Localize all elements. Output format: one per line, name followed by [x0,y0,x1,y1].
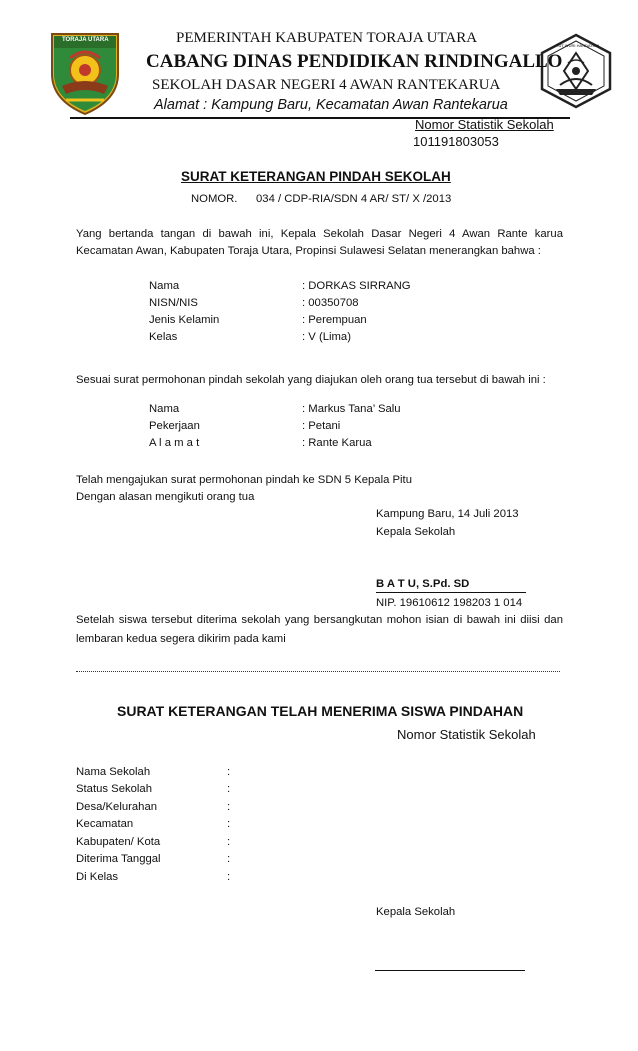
receipt-nss-label: Nomor Statistik Sekolah [397,727,536,742]
receipt-title: SURAT KETERANGAN TELAH MENERIMA SISWA PINDAHAN [117,703,524,719]
logo-left-text: TORAJA UTARA [62,37,109,43]
letter-title: SURAT KETERANGAN PINDAH SEKOLAH [181,169,451,184]
header-school: SEKOLAH DASAR NEGERI 4 AWAN RANTEKARUA [152,77,501,93]
field-label-village: Desa/Kelurahan [76,801,158,813]
letter-number-value: 034 / CDP-RIA/SDN 4 AR/ ST/ X /2013 [256,193,452,205]
closing-line-2: lembaran kedua segera dikirim pada kami [76,633,286,645]
nss-label: Nomor Statistik Sekolah [415,117,554,132]
student-label-nisn: NISN/NIS [149,297,198,309]
field-colon-school-name: : [227,766,231,778]
field-colon-district: : [227,818,231,830]
student-value-name: : DORKAS SIRRANG [302,280,411,292]
receipt-signer-position: Kepala Sekolah [376,906,456,918]
header-government: PEMERINTAH KABUPATEN TORAJA UTARA [176,30,478,46]
student-value-gender: : Perempuan [302,314,367,326]
parent-value-name: : Markus Tana’ Salu [302,403,401,415]
field-label-received-date: Diterima Tanggal [76,853,161,865]
parent-label-job: Pekerjaan [149,420,200,432]
logo-right-text: TUT WURI HANDAYANI [556,43,600,48]
field-colon-class: : [227,871,231,883]
signer-nip: NIP. 19610612 198203 1 014 [376,597,523,609]
field-label-regency: Kabupaten/ Kota [76,836,161,848]
student-label-gender: Jenis Kelamin [149,314,220,326]
header-agency: CABANG DINAS PENDIDIKAN RINDINGALLO [146,51,563,72]
field-label-class: Di Kelas [76,871,119,883]
parent-intro: Sesuai surat permohonan pindah sekolah yang diajukan oleh orang tua tersebut di bawah ini : [76,374,546,386]
intro-line-2: Kecamatan Awan, Kabupaten Toraja Utara, Propinsi Sulawesi Selatan menerangkan bahwa : [76,245,541,257]
request-line-1: Telah mengajukan surat permohonan pindah ke SDN 5 Kepala Pitu [76,474,412,486]
field-colon-regency: : [227,836,231,848]
signer-position: Kepala Sekolah [376,526,456,538]
field-colon-received-date: : [227,853,231,865]
parent-label-address: A l a m a t [149,437,200,449]
parent-label-name: Nama [149,403,180,415]
signer-name: B A T U, S.Pd. SD [376,578,470,590]
student-label-class: Kelas [149,331,178,343]
field-colon-village: : [227,801,231,813]
letter-number-label: NOMOR. [191,193,238,205]
place-date: Kampung Baru, 14 Juli 2013 [376,508,519,520]
intro-line-1: Yang bertanda tangan di bawah ini, Kepala Sekolah Dasar Negeri 4 Awan Rante karua [76,228,563,240]
student-value-nisn: : 00350708 [302,297,359,309]
parent-value-address: : Rante Karua [302,437,372,449]
receipt-signature-line [375,970,525,971]
nss-value: 101191803053 [413,134,499,149]
field-label-school-name: Nama Sekolah [76,766,151,778]
field-label-district: Kecamatan [76,818,134,830]
field-colon-school-status: : [227,783,231,795]
parent-value-job: : Petani [302,420,341,432]
cut-line [76,671,560,672]
student-value-class: : V (Lima) [302,331,351,343]
signer-underline [376,592,526,593]
field-label-school-status: Status Sekolah [76,783,152,795]
toraja-utara-logo [40,28,130,116]
request-line-2: Dengan alasan mengikuti orang tua [76,491,255,503]
closing-line-1: Setelah siswa tersebut diterima sekolah yang bersangkutan mohon isian di bawah ini diisi dan [76,614,563,626]
header-address: Alamat : Kampung Baru, Kecamatan Awan Rantekarua [154,97,508,113]
student-label-name: Nama [149,280,180,292]
